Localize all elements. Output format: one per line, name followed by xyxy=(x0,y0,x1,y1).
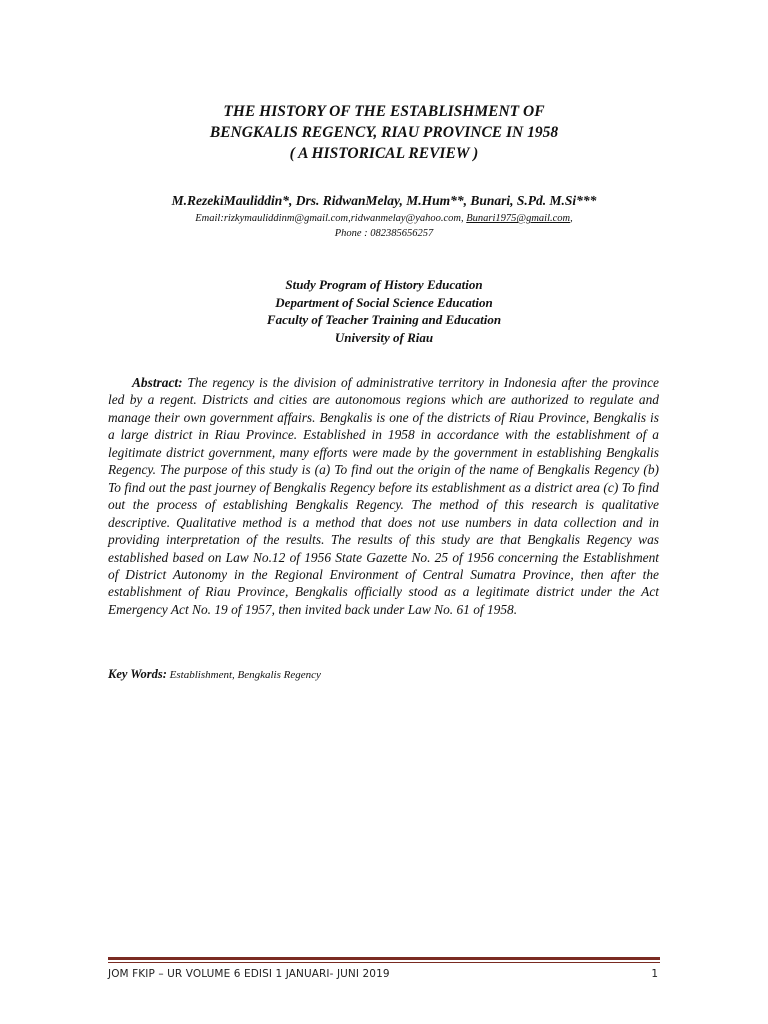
abstract-paragraph xyxy=(108,374,659,618)
title-line-1: THE HISTORY OF THE ESTABLISHMENT OF xyxy=(223,103,545,120)
email-line xyxy=(0,211,768,226)
email-link[interactable]: Bunari1975@gmail.com xyxy=(466,213,571,224)
author-list: M.RezekiMauliddin*, Drs. RidwanMelay, M.Hum**, Bunari, S.Pd. M.Si*** xyxy=(171,193,597,208)
journal-info: JOM FKIP – UR VOLUME 6 EDISI 1 JANUARI- JUNI 2019 xyxy=(108,968,390,980)
page-footer xyxy=(108,965,660,983)
page-number: 1 xyxy=(651,968,658,980)
email-addresses: Email:rizkymauliddinm@gmail.com,ridwanmelay@yahoo.com, xyxy=(195,213,467,224)
affiliation-block xyxy=(0,276,768,346)
keywords-label: Key Words: xyxy=(108,667,167,681)
footer-rule xyxy=(108,957,660,960)
keywords-text: Establishment, Bengkalis Regency xyxy=(169,669,321,681)
department: Department of Social Science Education xyxy=(275,294,493,310)
footer-rule-thin xyxy=(108,962,660,963)
title-line-2: BENGKALIS REGENCY, RIAU PROVINCE IN 1958 xyxy=(209,124,559,141)
phone-number: Phone : 082385656257 xyxy=(334,228,434,239)
faculty: Faculty of Teacher Training and Education xyxy=(266,312,502,327)
contact-info xyxy=(0,211,768,241)
university: University of Riau xyxy=(334,329,434,345)
title-line-3: ( A HISTORICAL REVIEW ) xyxy=(289,145,479,162)
email-suffix: , xyxy=(570,213,573,224)
abstract-label: Abstract: xyxy=(132,375,183,390)
abstract-text: The regency is the division of administrative territory in Indonesia after the province led by a regent. Districts and cities are autonomous regions which are authorized to regulate and manage their own government affairs. Bengkalis is one of the districts of Riau Province, Bengkalis is a large district in Riau Province. Established in 1958 in accordance with the establishment of a legitimate district government, many efforts were made by the government in establishing Bengkalis Regency. The purpose of this study is (a) To find out the origin of the name of Bengkalis Regency (b) To find out the past journey of Bengkalis Regency before its establishment as a district area (c) To find out the process of establishing Bengkalis Regency. The method of this research is qualitative descriptive. Qualitative method is a method that does not use numbers in data collection and in providing interpretation of the results. The results of this study are that Bengkalis Regency was established based on Law No.12 of 1956 State Gazette No. 25 of 1956 concerning the Establishment of District Autonomy in the Regional Environment of Central Sumatra Province, then after the establishment of Riau Province, Bengkalis officially stood as a legitimate district under the Act Emergency Act No. 19 of 1957, then invited back under Law No. 61 of 1958. xyxy=(108,375,659,617)
keywords xyxy=(108,666,659,683)
study-program: Study Program of History Education xyxy=(285,277,483,292)
paper-title xyxy=(0,101,768,164)
